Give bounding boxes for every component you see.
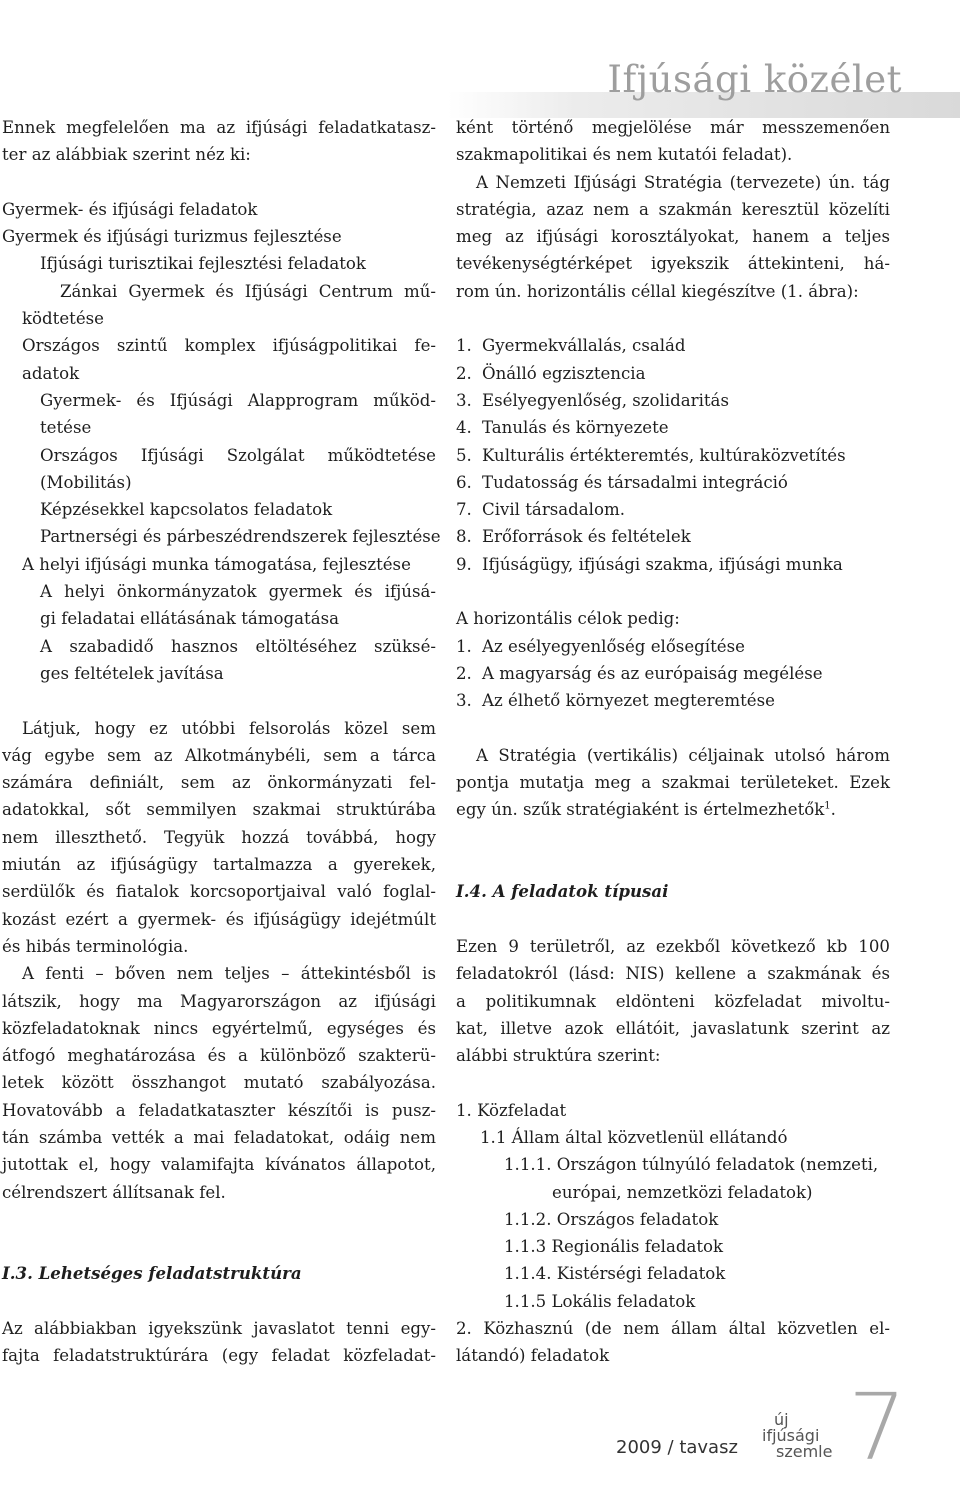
intro-line: Ennek megfelelően ma az ifjúsági feladatkatasz- (2, 118, 436, 137)
horizontal-goal-item: 3. Az élhető környezet megteremtése (456, 691, 775, 711)
running-header-title: Ifjúsági közélet (607, 58, 902, 101)
logo-word: ifjúsági (762, 1426, 820, 1445)
structure-item: 1. Közfeladat (456, 1100, 567, 1120)
paragraph-line: miután az ifjúságügy tartalmazza a gyerekek, (2, 855, 436, 875)
task-item: gi feladatai ellátásának támogatása (40, 609, 340, 629)
paragraph-line: ként történő megjelölése már messzemenően (456, 118, 890, 137)
task-item: adatok (22, 363, 80, 383)
goal-item: 5. Kulturális értékteremtés, kultúraközvetítés (456, 445, 846, 465)
task-item: Gyermek- és ifjúsági feladatok (2, 199, 258, 219)
task-item: Zánkai Gyermek és Ifjúsági Centrum mű- (60, 281, 436, 301)
paragraph-line: A Nemzeti Ifjúsági Stratégia (tervezete) ún. tág (476, 172, 890, 192)
goal-item: 6. Tudatosság és társadalmi integráció (456, 472, 788, 492)
paragraph-line: pontja mutatja meg a szakmai területeket. Ezek (456, 773, 890, 793)
journal-logo (762, 1410, 852, 1466)
paragraph-line: letek között összhangot mutató szabályozása. (2, 1073, 436, 1093)
paragraph-line: alábbi struktúra szerint: (456, 1046, 661, 1066)
task-item: A helyi önkormányzatok gyermek és ifjúsá- (40, 582, 436, 602)
goal-item: 3. Esélyegyenlőség, szolidaritás (456, 390, 729, 410)
task-item: (Mobilitás) (40, 472, 132, 492)
task-item: Partnerségi és párbeszédrendszerek fejlesztése (40, 527, 441, 547)
paragraph-line: a politikumnak eldönteni közfeladat mivoltu- (456, 991, 890, 1011)
structure-item: 1.1.1. Országon túlnyúló feladatok (nemzeti, (504, 1155, 879, 1175)
paragraph-line: és hibás terminológia. (2, 936, 189, 956)
section-heading: I.3. Lehetséges feladatstruktúra (2, 1263, 302, 1284)
paragraph-line: kozást ezért a gyermek- és ifjúságügy idejétmúlt (2, 909, 436, 929)
structure-item: 1.1 Állam által közvetlenül ellátandó (480, 1127, 788, 1147)
task-item: tetése (40, 418, 92, 438)
paragraph-line: feladatokról (lásd: NIS) kellene a szakmának és (456, 964, 890, 984)
task-item: Gyermek- és Ifjúsági Alapprogram működ- (40, 390, 436, 410)
horizontal-goals-title: A horizontális célok pedig: (456, 609, 680, 629)
goal-item: 4. Tanulás és környezete (456, 418, 669, 438)
paragraph-line: közfeladatoknak nincs egyértelmű, egységes és (2, 1018, 436, 1038)
paragraph-line: Látjuk, hogy ez utóbbi felsorolás közel sem (22, 718, 436, 738)
paragraph-line: Hovatovább a feladatkataszter készítői is pusz- (2, 1100, 436, 1120)
structure-item: 1.1.3 Regionális feladatok (504, 1237, 724, 1257)
goal-item: 7. Civil társadalom. (456, 500, 625, 520)
horizontal-goal-item: 2. A magyarság és az európaiság megélése (456, 663, 823, 683)
structure-item: látandó) feladatok (456, 1346, 610, 1366)
structure-item: 1.1.5 Lokális feladatok (504, 1291, 696, 1311)
issue-date: 2009 / tavasz (616, 1437, 738, 1458)
goal-item: 8. Erőforrások és feltételek (456, 527, 691, 547)
structure-item: európai, nemzetközi feladatok) (552, 1182, 813, 1202)
paragraph-line: serdülők és fiatalok korcsoportjaival való foglal- (2, 882, 436, 902)
task-item: Képzésekkel kapcsolatos feladatok (40, 500, 333, 520)
footnote-mark: 1 (824, 800, 831, 812)
task-item: Országos Ifjúsági Szolgálat működtetése (40, 445, 436, 465)
paragraph-line: Az alábbiakban igyekszünk javaslatot tenni egy- (2, 1319, 436, 1339)
goal-item: 9. Ifjúságügy, ifjúsági szakma, ifjúsági munka (456, 554, 843, 574)
task-item: Országos szintű komplex ifjúságpolitikai fe- (22, 336, 436, 356)
goal-item: 2. Önálló egzisztencia (456, 363, 646, 383)
paragraph-line: szakmapolitikai és nem kutatói feladat). (456, 145, 793, 165)
logo-word: új (774, 1410, 789, 1429)
structure-item: 2. Közhasznú (de nem állam által közvetlen el- (456, 1319, 890, 1339)
task-item: Ifjúsági turisztikai fejlesztési feladatok (40, 254, 366, 274)
paragraph-line: rom ún. horizontális céllal kiegészítve (1. ábra): (456, 281, 859, 301)
left-column (2, 114, 441, 1370)
goal-item: 1. Gyermekvállalás, család (456, 336, 686, 356)
paragraph-line: stratégia, azaz nem a szakmán keresztül közelíti (456, 199, 890, 219)
task-item: Gyermek és ifjúsági turizmus fejlesztése (2, 227, 342, 247)
task-item: A helyi ifjúsági munka támogatása, fejlesztése (22, 554, 411, 574)
task-item: ges feltételek javítása (40, 663, 224, 683)
task-item: A szabadidő hasznos eltöltéséhez szüksé- (40, 636, 436, 656)
paragraph-line: fajta feladatstruktúrára (egy feladat közfeladat- (2, 1346, 436, 1366)
paragraph-line: tevékenységtérképet igyekszik áttekinteni, há- (456, 254, 890, 274)
structure-item: 1.1.2. Országos feladatok (504, 1209, 719, 1229)
section-heading: I.4. A feladatok típusai (456, 881, 669, 902)
paragraph-line: vág egybe sem az Alkotmánybéli, sem a tárca (2, 745, 436, 765)
paragraph-line: átfogó meghatározása és a különböző szakterü- (2, 1046, 436, 1066)
paragraph-line: meg az ifjúsági korosztályokat, hanem a teljes (456, 227, 890, 247)
paragraph-line: egy ún. szűk stratégiaként is értelmezhetők$^1$. (456, 800, 836, 820)
paragraph-line: A Stratégia (vertikális) céljainak utolsó három (476, 745, 890, 765)
paragraph-line: célrendszert állítsanak fel. (2, 1182, 226, 1202)
paragraph-line: Ezen 9 területről, az ezekből következő kb 100 (456, 936, 890, 956)
intro-line: ter az alábbiak szerint néz ki: (2, 145, 251, 165)
task-item: ködtetése (22, 309, 104, 329)
horizontal-goal-item: 1. Az esélyegyenlőség elősegítése (456, 636, 745, 656)
paragraph-line: A fenti – bőven nem teljes – áttekintésből is (22, 964, 436, 984)
paragraph-line: számára definiált, sem az önkormányzati fel- (2, 773, 436, 793)
page-number: 7 (848, 1374, 907, 1481)
paragraph-line: adatokkal, sőt semmilyen szakmai struktúrába (2, 800, 436, 820)
paragraph-line: jutottak el, hogy valamifajta kívánatos állapotot, (2, 1155, 436, 1175)
paragraph-line: látszik, hogy ma Magyarországon az ifjúsági (2, 991, 436, 1011)
paragraph-line: kat, illetve azok ellátóit, javaslatunk szerint az (456, 1018, 890, 1038)
logo-word: szemle (776, 1442, 833, 1461)
right-column (456, 114, 890, 1370)
structure-item: 1.1.4. Kistérségi feladatok (504, 1264, 726, 1284)
paragraph-line: nem illeszthető. Tegyük hozzá továbbá, hogy (2, 827, 436, 847)
paragraph-line: tán számba vették a mai feladatokat, odáig nem (2, 1127, 436, 1147)
